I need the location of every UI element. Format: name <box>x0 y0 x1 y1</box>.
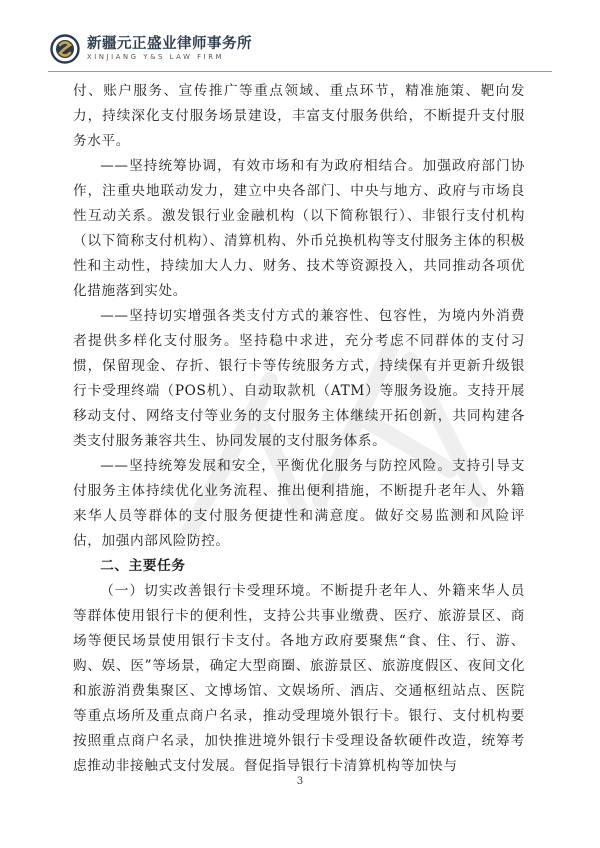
paragraph-bank-card: （一）切实改善银行卡受理环境。不断提升老年人、外籍来华人员等群体使用银行卡的便利性，支持公共事业缴费、医疗、旅游景区、商场等便民场景使用银行卡支付。各地方政府要聚焦“食、住、行、游、购、娱、医”等场景，确定大型商圈、旅游景区、旅游度假区、夜间文化和旅游消费集聚区、文博场馆、文娱场所、酒店、交通枢纽站点、医院等重点场所及重点商户名录，推动受理境外银行卡。银行、支付机构要按照重点商户名录，加快推进境外银行卡受理设备软硬件改造，统筹考虑推动非接触式支付发展。督促指导银行卡清算机构等加快与 <box>73 583 525 774</box>
firm-name-cn: 新疆元正盛业律师事务所 <box>87 35 252 52</box>
paragraph-compatibility: ——坚持切实增强各类支付方式的兼容性、包容性，为境内外消费者提供多样化支付服务。坚持稳中求进，充分考虑不同群体的支付习惯，保留现金、存折、银行卡等传统服务方式，持续保有并更新升级银行卡受理终端（POS机）、自动取款机（ATM）等服务设施。支持开展移动支付、网络支付等业务的支付服务主体继续开拓创新，共同构建各类支付服务兼容共生、协同发展的支付服务体系。 <box>73 308 525 449</box>
paragraph-coordination: ——坚持统筹协调，有效市场和有为政府相结合。加强政府部门协作，注重央地联动发力，建立中央各部门、中央与地方、政府与市场良性互动关系。激发银行业金融机构（以下简称银行）、非银行支付机构（以下简称支付机构）、清算机构、外币兑换机构等支付服务主体的积极性和主动性，持续加大人力、财务、技术等资源投入，共同推动各项优化措施落到实处。 <box>73 158 525 299</box>
header-divider <box>48 71 552 72</box>
document-body <box>73 79 525 779</box>
firm-brand <box>87 37 252 61</box>
page-number: 3 <box>296 776 304 787</box>
paragraph-security: ——坚持统筹发展和安全，平衡优化服务与防控风险。支持引导支付服务主体持续优化业务流程、推出便利措施，不断提升老年人、外籍来华人员等群体的支付服务便捷性和满意度。做好交易监测和风险评估，加强内部风险防控。 <box>73 458 525 549</box>
firm-logo-icon <box>50 34 80 64</box>
page-header <box>50 32 252 66</box>
section-heading-main-tasks: 二、主要任务 <box>100 558 186 574</box>
paragraph-continuation: 付、账户服务、宣传推广等重点领域、重点环节，精准施策、靶向发力，持续深化支付服务场景建设，丰富支付服务供给，不断提升支付服务水平。 <box>73 83 525 149</box>
firm-name-en: XINJIANG Y&S LAW FIRM <box>87 53 225 62</box>
